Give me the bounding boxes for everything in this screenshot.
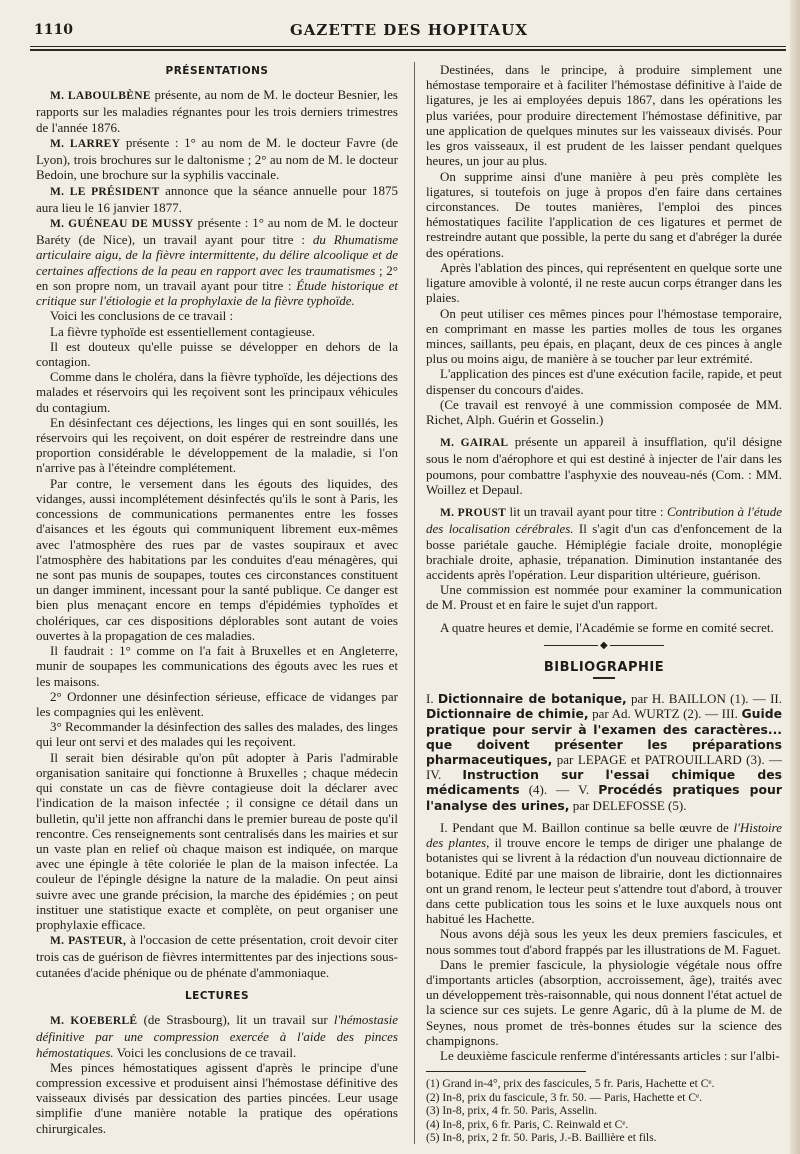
book-title: Procédés pratiques pour l'analyse des urines, [426,782,782,813]
heading-dash [593,677,615,679]
paragraph: Une commission est nommée pour examiner la communication de M. Proust et en faire le sujet d'un rapport. [426,582,782,613]
book-author: par LEPAGE et PATROUILLARD (3). — IV. [426,751,782,783]
header-rule-thick [30,49,786,51]
paragraph-text: I. Pendant que M. Baillon continue sa belle œuvre de [440,819,734,835]
paragraph: Par contre, le versement dans les égouts des liquides, des vidanges, aussi incomplétement désinfectés qu'ils le sont à Paris, les concessions de communications permanentes entre les fosses d'aisances et les égouts qui communiquent librement eux-mêmes avec l'atmosphère des rues par de vastes soupiraux et avec l'atmosphère des habitations par les conduites d'eau ménagères, qui ne sont pas munis de soupapes, toutes ces circonstances constituent un danger imminent, incessant pour la santé publique. Ce danger est bien plus menaçant encore en temps d'épidémies typhoïdes et cholériques, car ces dispositions déplorables sont autant de voies ouvertes à la propagation de ces maladies. [36,475,398,643]
right-column [426,62,782,1144]
paragraph: 2° Ordonner une désinfection sérieuse, efficace de vidanges par les compagnies qui les enlèvent. [36,688,398,719]
footnote: (2) In-8, prix du fascicule, 3 fr. 50. — Paris, Hachette et Cᵉ. [426,1090,702,1104]
spacer [36,980,398,987]
paragraph-text: il trouve encore le temps de diriger une phalange de botanistes qui se livrent à la rédaction d'un nouveau dictionnaire de botanique. Edité par une maison de librairie, dont les dictionnaires ont un grand renom, le lecteur peut s'attendre tout d'abord, à trouver dans cette publication tous les soins et le luxe auxquels nous ont habitué les Hachette. [426,835,782,927]
paragraph [36,215,398,308]
paragraph [36,87,398,135]
section-ornament [544,645,664,646]
column-divider [414,62,415,1144]
paragraph [426,434,782,497]
paragraph: Après l'ablation des pinces, qui représentent en quelque sorte une ligature amovible à volonté, il ne reste aucun corps étranger dans les plaies. [426,259,782,306]
paragraph: Il faudrait : 1° comme on l'a fait à Bruxelles et en Angleterre, munir de soupapes les communications des égouts avec les rues et les maisons. [36,643,398,689]
paragraph-text: annonce que la séance annuelle pour 1875 aura lieu le 16 janvier 1877. [36,182,398,215]
book-author: par Ad. WURTZ (2). — III. [588,706,742,722]
list-number: I. [426,691,438,707]
speaker-name: M. PASTEUR, [50,935,127,948]
speaker-name: M. PROUST [440,507,507,520]
book-author: par H. BAILLON (1). — II. [626,691,782,707]
book-title: Guide pratique pour servir à l'examen des caractères... que doivent présenter les préparations pharmaceutiques, [426,706,782,767]
speaker-name: M. LE PRÉSIDENT [50,185,160,198]
presentations-heading: PRÉSENTATIONS [165,65,269,77]
speaker-name: M. LABOULBÈNE [50,90,151,103]
paragraph-text: lit un travail ayant pour titre : [506,504,667,520]
paragraph: 3° Recommander la désinfection des salles des malades, des linges qui leur ont servi et des malades qui les reçoivent. [36,719,398,750]
footnote: (5) In-8, prix, 2 fr. 50. Paris, J.-B. Baillière et fils. [426,1130,657,1144]
bibliography-list [426,691,782,813]
page-header [34,18,784,48]
spacer [426,427,782,434]
spacer [426,497,782,504]
paragraph: Le deuxième fascicule renferme d'intéressants articles : sur l'albi- [440,1048,780,1064]
paragraph: Il est douteux qu'elle puisse se développer en dehors de la contagion. [36,338,398,369]
paragraph-text: (de Strasbourg), lit un travail sur [137,1012,334,1028]
paragraph: Dans le premier fascicule, la physiologie végétale nous offre d'importants articles (absorption, accroissement, âge), traités avec un développement très-raisonnable, qui nous donnent l'état actuel de la science sur ces sujets. Le genre Agaric, dû à la plume de M. de Seynes, nous promet de très-bonnes études sur la science des champignons. [426,956,782,1048]
footnote: (4) In-8, prix, 6 fr. Paris, C. Reinwald et Cᵉ. [426,1117,629,1131]
paragraph: Il serait bien désirable qu'on pût adopter à Paris l'admirable organisation sanitaire qui fonctionne à Bruxelles ; chaque médecin qui constate un cas de fièvre contagieuse doit la déclarer avec l'indication de la maison infectée ; il consigne ce détail dans un bulletin, qu'il jette non affranchi dans le premier bureau de poste qu'il rencontre. Ces renseignements sont centralisés dans les mairies et sur un vaste plan en relief où chaque maison est indiquée, on marque avec une épingle à tête coloriée le plan de la maison infectée. La couleur de l'épingle désigne la nature de la maladie. On peut ainsi suivre avec une grande précision, la marche des épidémies ; on peut instituer une statistique exacte et complète, on peut organiser une prophylaxie efficace. [36,749,398,933]
paragraph: On peut utiliser ces mêmes pinces pour l'hémostase temporaire, en comprimant en masse les parties molles de tous les organes minces, saillants, peu épais, en plaçant, deux de ces pinces à angle plus ou moins aigu, de manière à se toucher par leur extrémité. [426,305,782,367]
speaker-name: M. GAIRAL [440,437,509,450]
paragraph: L'application des pinces est d'une exécution facile, rapide, et peut dispenser du concours d'aides. [426,366,782,397]
page-number: 1110 [34,22,73,38]
spacer [426,613,782,620]
paragraph [36,183,398,215]
left-column [36,62,398,1136]
header-rule [30,46,786,47]
paragraph-text: présente : 1° au nom de M. le docteur Baréty (de Nice), un travail ayant pour titre : [36,214,398,248]
journal-title: GAZETTE DES HOPITAUX [289,21,528,39]
paragraph: A quatre heures et demie, l'Académie se forme en comité secret. [440,619,774,635]
footnote: (3) In-8, prix, 4 fr. 50. Paris, Asselin. [426,1104,597,1118]
paragraph [36,1012,398,1060]
speaker-name: M. LARREY [50,137,121,150]
paragraph: Destinées, dans le principe, à produire simplement une hémostase temporaire et à faciliter l'hémostase définitive à l'aide de ligatures, je les ai employées depuis 1867, dans les opérations les plus variées, pour produire directement l'hémostase définitive, par une application de quelques minutes sur les vaisseaux divisés. Pour les gros vaisseaux, il est prudent de les laisser pendant quelques heures, un jour au plus. [426,62,782,169]
paragraph: Nous avons déjà sous les yeux les deux premiers fascicules, et nous sommes tout d'abord frappés par les illustrations de M. Faguet. [426,926,782,957]
paragraph-text: présente un appareil à insufflation, qu'il désigne sous le nom d'aérophore et qui est destiné à injecter de l'air dans les poumons, pour combattre l'asphyxie des nouveau-nés (Com. : MM. Woillez et Depaul. [426,434,782,497]
book-author: par DELEFOSSE (5). [569,797,687,813]
paragraph: On supprime ainsi d'une manière à peu près complète les ligatures, si toutefois on juge à propos d'en faire dans certaines circonstances. De toutes manières, l'emploi des pinces hémostatiques facilite l'application de ces ligatures et permet de restreindre autant que possible, la perte du sang et d'abréger la durée des opérations. [426,168,782,260]
spacer [426,813,782,820]
work-title: l'Histoire des plantes, [426,819,782,851]
page-edge [790,0,800,1154]
work-title: l'hémostasie définitive par une compression exercée à l'aide des pinces hémostatiques. [36,1012,399,1060]
lectures-heading: LECTURES [184,989,250,1002]
paragraph: La fièvre typhoïde est essentiellement contagieuse. [50,323,315,339]
paragraph [426,820,782,927]
book-title: Instruction sur l'essai chimique des médicaments [426,767,782,798]
paragraph-text: Il s'agit d'un cas d'enfoncement de la bosse pariétale gauche. Hémiplégie faciale droite, monoplégie brachiale droite, aphasie, trépanation. Diminution instantanée des accidents après l'opération. Leur disparition ultérieure, guérison. [426,521,782,582]
book-title: Dictionnaire de botanique, [437,691,627,707]
book-author: (4). — V. [519,782,599,798]
paragraph-text: ; 2° en son propre nom, un travail ayant pour titre : [36,262,398,293]
speaker-name: M. GUÉNEAU DE MUSSY [50,217,194,230]
paragraph [36,135,398,183]
book-title: Dictionnaire de chimie, [426,706,589,722]
paragraph-text: à l'occasion de cette présentation, croit devoir citer trois cas de guérison de fièvres intermittentes par des injections sous-cutanées d'acide phénique ou de phénate d'ammoniaque. [36,932,398,980]
work-title: Contribution à l'étude des localisation cérébrales. [426,504,782,537]
footnote-rule [426,1071,586,1072]
paragraph: Comme dans le choléra, dans la fièvre typhoïde, les déjections des malades et réservoirs qui les reçoivent sont les principaux véhicules du contagium. [36,369,398,415]
paragraph: Voici les conclusions de ce travail : [50,308,234,324]
paragraph: (Ce travail est renvoyé à une commission composée de MM. Richet, Alph. Guérin et Gosselin.) [426,396,782,428]
paragraph-text: présente, au nom de M. le docteur Besnier, les rapports sur les maladies régnantes pour les trois derniers trimestres de l'année 1876. [36,87,398,135]
paragraph-text: présente : 1° au nom de M. le docteur Favre (de Lyon), trois brochures sur le daltonisme ; 2° au nom de M. le docteur Bedoin, une brochure sur la syphilis vaccinale. [36,134,398,183]
work-title: Étude historique et critique sur l'étiologie et la prophylaxie de la fièvre typhoïde. [36,277,398,309]
paragraph [36,932,398,980]
work-title: du Rhumatisme articulaire aigu, de la fièvre intermittente, du délire alcoolique et de certaines affections de la peau en rapport avec les traumatismes [36,232,398,278]
speaker-name: M. KOEBERLÉ [50,1015,138,1028]
paragraph: Mes pinces hémostatiques agissent d'après le principe d'une compression excessive et produisent ainsi l'hémostase définitive des vaisseaux divisés par dessication des parties pincées. Leur usage simplifie d'une manière notable la pratique des opérations chirurgicales. [36,1059,398,1136]
bibliographie-heading: BIBLIOGRAPHIE [543,659,665,675]
paragraph-text: Voici les conclusions de ce travail. [113,1044,297,1060]
paragraph [426,504,782,582]
footnote: (1) Grand in-4°, prix des fascicules, 5 fr. Paris, Hachette et Cᵉ. [426,1077,715,1091]
paragraph: En désinfectant ces déjections, les linges qui en sont souillés, les réservoirs qui les reçoivent, on doit espérer de restreindre dans une proportion considérable le développement de la maladie, si l'on n'arrive pas à l'éteindre complétement. [36,414,398,476]
